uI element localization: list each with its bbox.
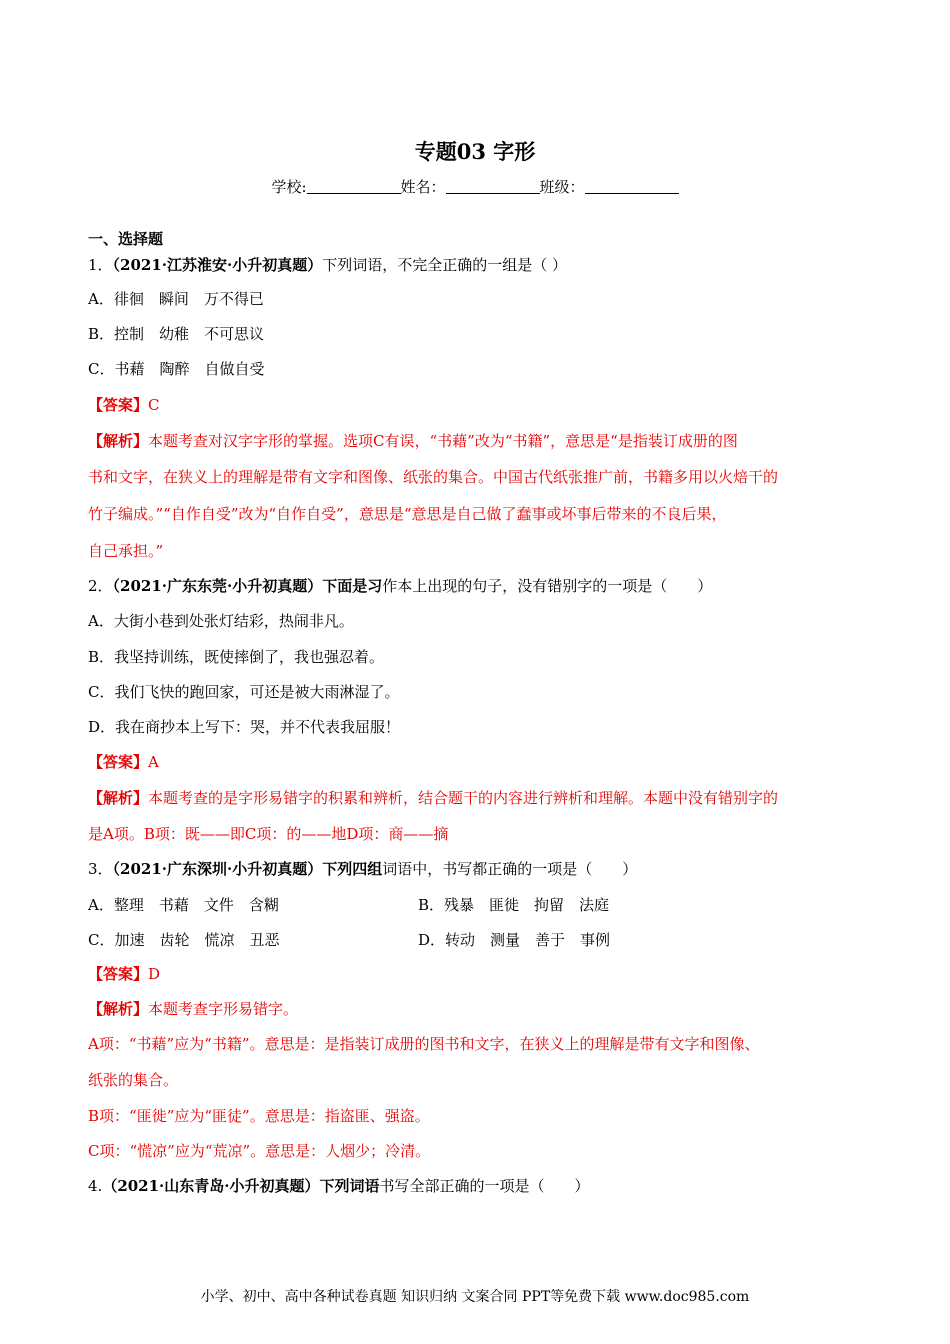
- school-blank: [307, 179, 401, 194]
- class-label: 班级：: [539, 178, 585, 196]
- q2-option-c: C．我们飞快的跑回家，可还是被大雨淋湿了。: [88, 683, 400, 701]
- q1-answer: [88, 394, 160, 415]
- analysis-text: 本题考查对汉字字形的掌握。选项C有误，“书藉”改为“书籍”，意思是“是指装订成册的图: [148, 432, 738, 450]
- question-source: （2021·广东深圳·小升初真题）下列四组: [112, 860, 383, 878]
- q3-analysis-line-1: [88, 998, 298, 1019]
- analysis-tag: 【解析】: [88, 1000, 149, 1018]
- question-4-stem: [88, 1175, 590, 1196]
- class-blank: [585, 179, 679, 194]
- q3-answer: [88, 963, 160, 984]
- student-info-line: [0, 176, 950, 197]
- answer-tag: 【答案】: [88, 753, 149, 771]
- question-source: （2021·广东东莞·小升初真题）下面是习: [112, 577, 383, 595]
- q1-option-a: A．徘徊 瞬间 万不得已: [88, 290, 264, 308]
- q1-analysis-line-2: 书和文字，在狭义上的理解是带有文字和图像、纸张的集合。中国古代纸张推广前，书籍多用以火焙干的: [88, 468, 779, 486]
- page-footer: 小学、初中、高中各种试卷真题 知识归纳 文案合同 PPT等免费下载 www.doc985.com: [200, 1289, 750, 1305]
- question-text: 作本上出现的句子，没有错别字的一项是（ ）: [382, 577, 713, 595]
- question-source: （2021·江苏淮安·小升初真题）: [112, 256, 323, 274]
- question-number: 2．: [88, 577, 113, 595]
- q2-option-d: D．我在商抄本上写下：哭，并不代表我屈服！: [88, 718, 401, 736]
- answer-tag: 【答案】: [88, 965, 149, 983]
- q3-analysis-line-3: 纸张的集合。: [88, 1071, 179, 1089]
- q1-analysis-line-1: [88, 430, 738, 451]
- q2-analysis-line-2: 是A项。B项：既——即C项：的——地D项：商——摘: [88, 825, 449, 843]
- q1-analysis-line-3: 竹子编成。”“自作自受”改为“自作自受”，意思是“意思是自己做了蠢事或坏事后带来的不良后果，: [88, 505, 727, 523]
- question-source: （2021·山东青岛·小升初真题）下列词语: [102, 1177, 380, 1195]
- q3-analysis-line-2: A项：“书藉”应为“书籍”。意思是：是指装订成册的图书和文字，在狭义上的理解是带有文字和图像、: [88, 1035, 760, 1053]
- question-1-stem: [88, 254, 567, 275]
- answer-value: C: [148, 396, 160, 414]
- analysis-text: 本题考查的是字形易错字的积累和辨析，结合题干的内容进行辨析和理解。本题中没有错别字的: [148, 789, 779, 807]
- q3-analysis-line-5: C项：“慌凉”应为“荒凉”。意思是：人烟少；冷清。: [88, 1142, 431, 1160]
- question-text: 下列词语，不完全正确的一组是（ ）: [322, 256, 568, 274]
- q1-analysis-line-4: 自己承担。”: [88, 542, 164, 560]
- q2-option-a: A．大街小巷到处张灯结彩，热闹非凡。: [88, 612, 354, 630]
- analysis-text: 本题考查字形易错字。: [148, 1000, 299, 1018]
- q2-option-b: B．我坚持训练，既使摔倒了，我也强忍着。: [88, 648, 385, 666]
- q3-option-c: C．加速 齿轮 慌凉 丑恶: [88, 931, 280, 949]
- page-title: 专题03 字形: [414, 139, 536, 164]
- analysis-tag: 【解析】: [88, 789, 149, 807]
- q3-option-b: B．残暴 匪徙 拘留 法庭: [418, 896, 610, 914]
- answer-tag: 【答案】: [88, 396, 149, 414]
- q3-option-d: D．转动 测量 善于 事例: [418, 931, 611, 949]
- q1-option-b: B．控制 幼稚 不可思议: [88, 325, 265, 343]
- question-number: 4.: [88, 1177, 103, 1195]
- question-text: 书写全部正确的一项是（ ）: [379, 1177, 590, 1195]
- question-3-stem: [88, 858, 637, 879]
- q2-answer: [88, 751, 159, 772]
- q3-option-a: A．整理 书藉 文件 含糊: [88, 896, 279, 914]
- q1-option-c: C．书藉 陶醉 自做自受: [88, 360, 265, 378]
- analysis-tag: 【解析】: [88, 432, 149, 450]
- question-text: 词语中，书写都正确的一项是（ ）: [382, 860, 638, 878]
- name-label: 姓名：: [400, 178, 446, 196]
- school-label: 学校:: [271, 178, 307, 196]
- question-number: 3．: [88, 860, 113, 878]
- q3-analysis-line-4: B项：“匪徙”应为“匪徒”。意思是：指盗匪、强盗。: [88, 1107, 430, 1125]
- section-heading: 一、选择题: [88, 230, 164, 248]
- name-blank: [446, 179, 540, 194]
- q2-analysis-line-1: [88, 787, 778, 808]
- answer-value: D: [148, 965, 161, 983]
- answer-value: A: [148, 753, 159, 771]
- question-2-stem: [88, 575, 712, 596]
- question-number: 1．: [88, 256, 113, 274]
